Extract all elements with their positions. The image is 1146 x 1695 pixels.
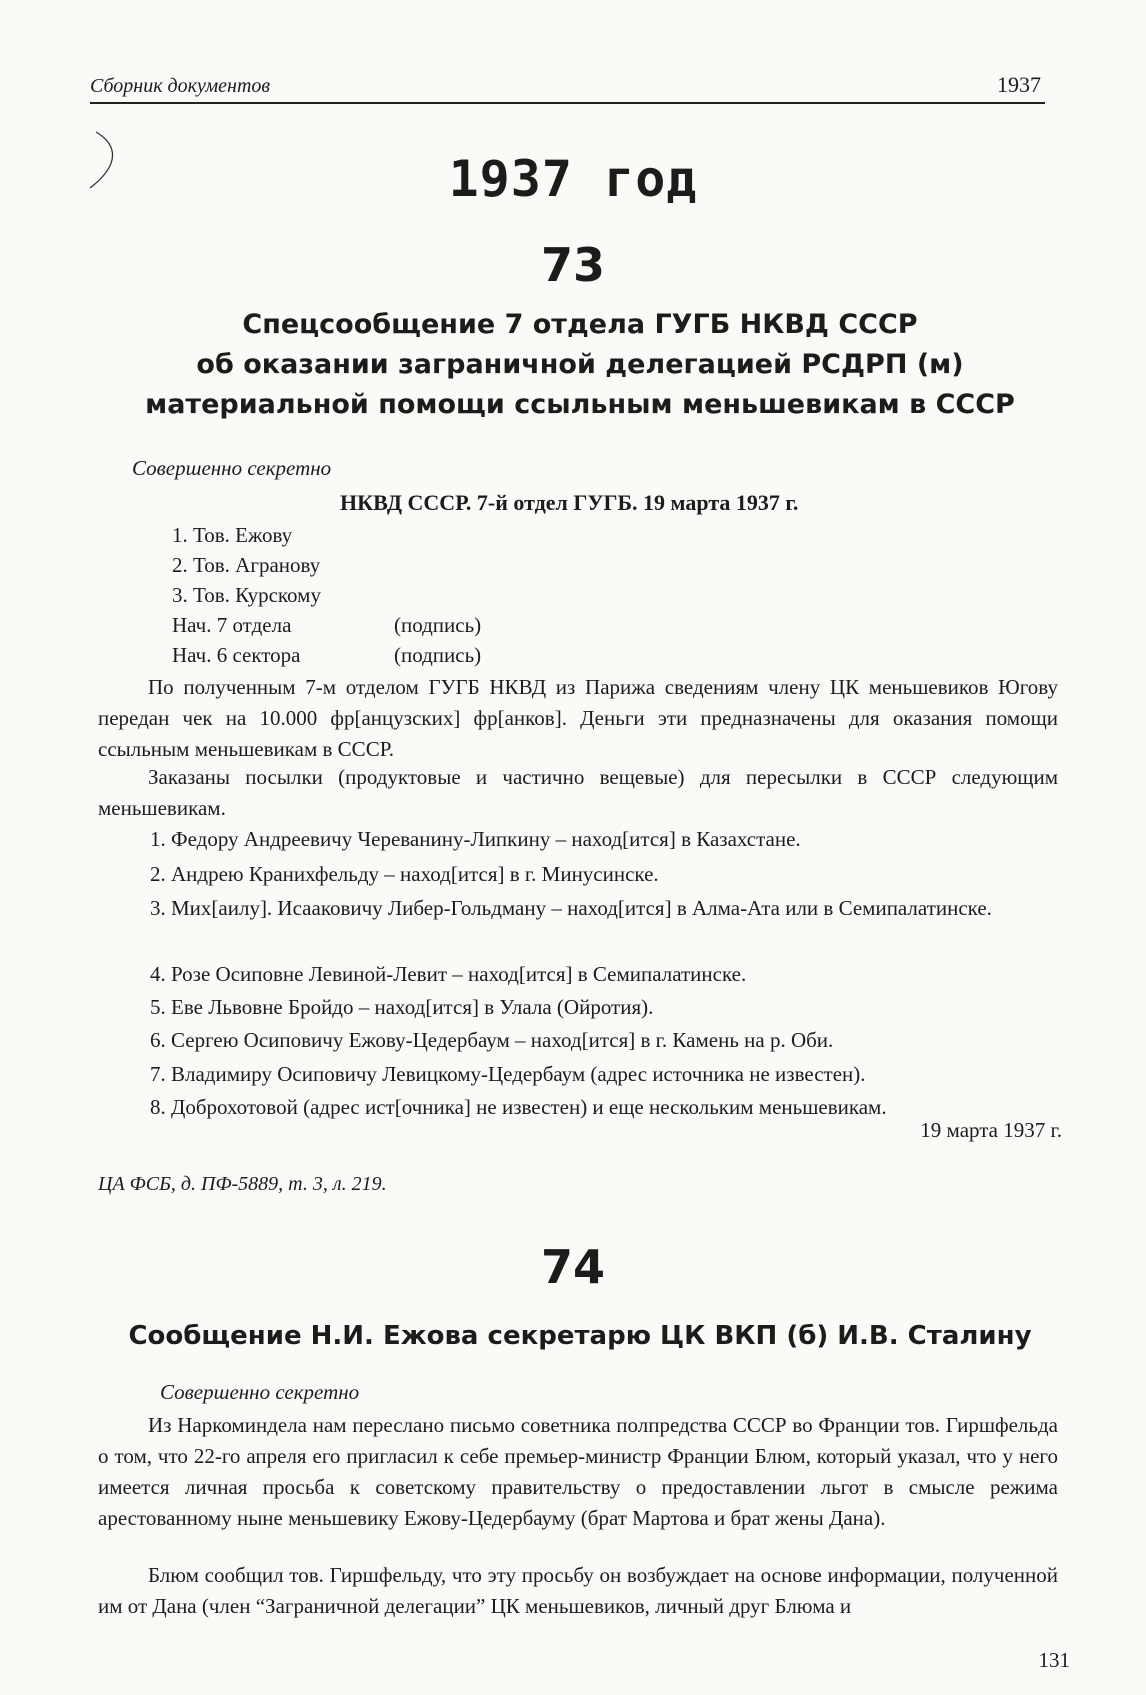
section-year-title: 1937 год bbox=[448, 150, 698, 208]
paragraph bbox=[98, 1410, 1058, 1534]
list-item: 5. Еве Львовне Бройдо – наход[ится] в Улала (Ойротия). bbox=[150, 995, 654, 1019]
document-74-title: Сообщение Н.И. Ежова секретарю ЦК ВКП (б) И.В. Сталину bbox=[128, 1321, 1032, 1351]
header-year: 1937 bbox=[997, 72, 1041, 97]
list-item-text: 3. Мих[аилу]. Исааковичу Либер-Гольдману – наход[ится] в Алма-Ата или в Семипалатинске. bbox=[150, 896, 992, 920]
page-number: 131 bbox=[1038, 1648, 1070, 1672]
paragraph-text: По полученным 7-м отделом ГУГБ НКВД из Парижа сведениям члену ЦК меньшевиков Югову передан чек на 10.000 фр[анцузских] фр[анков]. Деньги эти предназначены для оказания помощи ссыльным меньшевикам в СССР. bbox=[98, 675, 1058, 761]
running-header bbox=[90, 68, 1045, 104]
document-number-74: 74 bbox=[540, 1240, 605, 1294]
signer-row bbox=[172, 643, 482, 668]
secrecy-label: Совершенно секретно bbox=[160, 1380, 360, 1404]
list-item: 4. Розе Осиповне Левиной-Левит – наход[ится] в Семипалатинске. bbox=[150, 962, 747, 986]
recipient: 2. Тов. Агранову bbox=[172, 553, 321, 577]
archive-source: ЦА ФСБ, д. ПФ-5889, т. 3, л. 219. bbox=[98, 1173, 387, 1195]
title-line: Спецсообщение 7 отдела ГУГБ НКВД СССР bbox=[242, 309, 918, 340]
recipient: 1. Тов. Ежову bbox=[172, 523, 293, 547]
title-line: об оказании заграничной делегацией РСДРП (м) bbox=[196, 349, 964, 380]
secrecy-label: Совершенно секретно bbox=[132, 456, 332, 480]
signer-row bbox=[172, 613, 482, 638]
paragraph bbox=[98, 762, 1058, 824]
list-item: 6. Сергею Осиповичу Ежову-Цедербаум – наход[ится] в г. Камень на р. Оби. bbox=[150, 1028, 834, 1052]
paragraph bbox=[98, 1560, 1058, 1622]
paragraph bbox=[98, 672, 1058, 765]
signature-mark: (подпись) bbox=[394, 643, 482, 667]
list-item: 2. Андрею Кранихфельду – наход[ится] в г. Минусинске. bbox=[150, 862, 659, 886]
document-address-line: НКВД СССР. 7-й отдел ГУГБ. 19 марта 1937 г. bbox=[340, 490, 799, 515]
document-date: 19 марта 1937 г. bbox=[920, 1118, 1062, 1142]
signer-role: Нач. 7 отдела bbox=[172, 613, 292, 637]
document-number-73: 73 bbox=[540, 238, 605, 292]
document-73-title bbox=[130, 305, 1030, 425]
signer-role: Нач. 6 сектора bbox=[172, 643, 301, 667]
collection-title: Сборник документов bbox=[90, 75, 271, 97]
recipient: 3. Тов. Курскому bbox=[172, 583, 321, 607]
list-item: 8. Доброхотовой (адрес ист[очника] не известен) и еще нескольким меньшевикам. bbox=[150, 1095, 887, 1119]
paragraph-text: Из Наркоминдела нам переслано письмо советника полпредства СССР во Франции тов. Гиршфельда о том, что 22-го апреля его пригласил к себе премьер-министр Франции Блюм, который указал, что у него имеется личная просьба к советскому правительству о предоставлении льгот в смысле режима арестованному ныне меньшевику Ежову-Цедербауму (брат Мартова и брат жены Дана). bbox=[98, 1413, 1058, 1530]
paragraph-text: Заказаны посылки (продуктовые и частично вещевые) для пересылки в СССР следующим меньшевикам. bbox=[98, 765, 1058, 820]
list-item: 1. Федору Андреевичу Череванину-Липкину – наход[ится] в Казахстане. bbox=[150, 827, 801, 851]
signature-mark: (подпись) bbox=[394, 613, 482, 637]
list-item: 7. Владимиру Осиповичу Левицкому-Цедербаум (адрес источника не известен). bbox=[150, 1062, 866, 1086]
title-line: материальной помощи ссыльным меньшевикам в СССР bbox=[145, 389, 1015, 420]
list-item bbox=[98, 893, 1058, 924]
paragraph-text: Блюм сообщил тов. Гиршфельду, что эту просьбу он возбуждает на основе информации, полученной им от Дана (член “Заграничной делегации” ЦК меньшевиков, личный друг Блюма и bbox=[98, 1563, 1058, 1618]
